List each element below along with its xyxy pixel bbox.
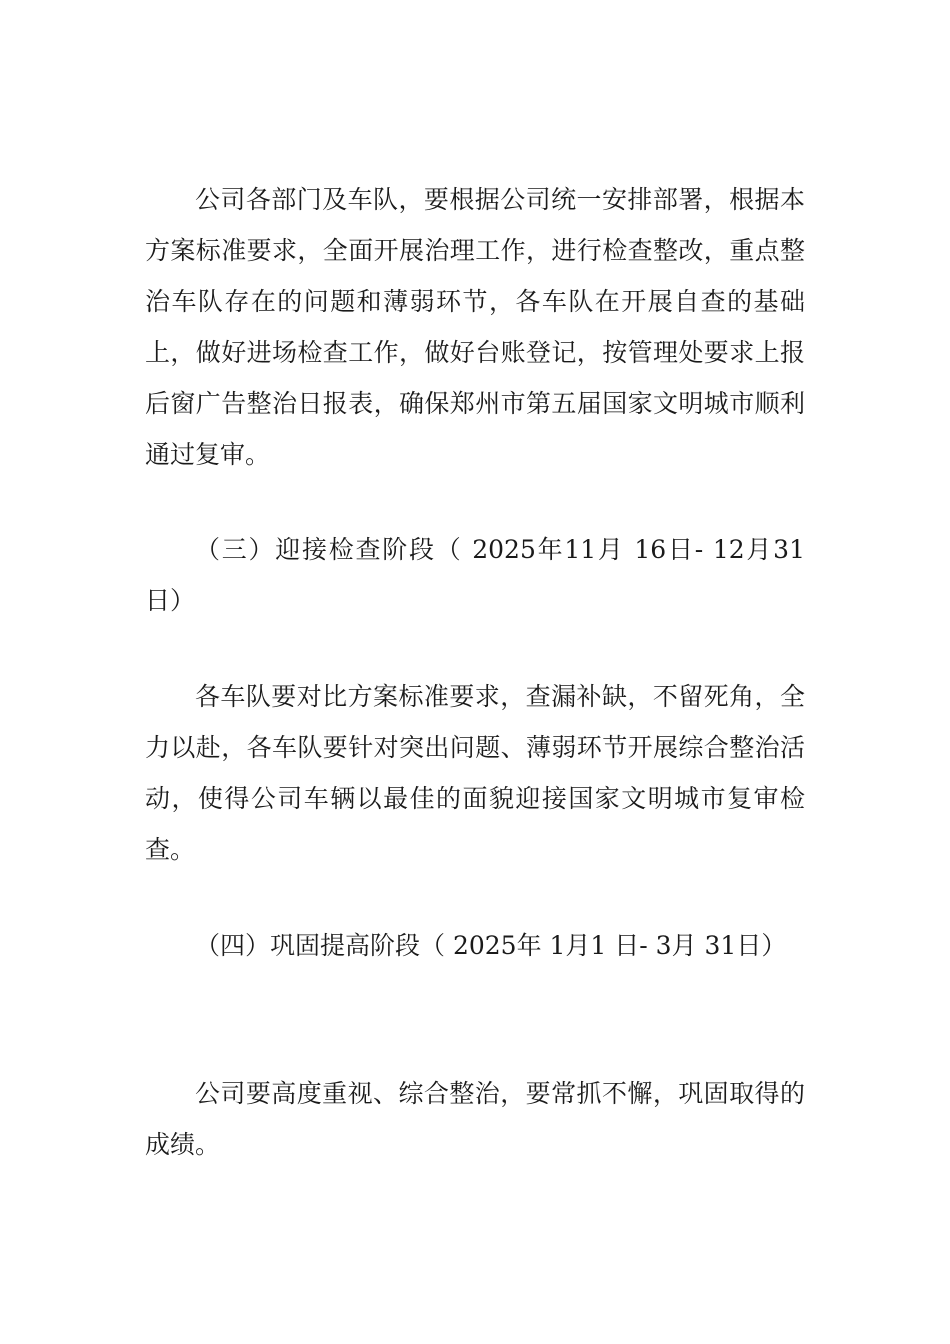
body-paragraph-rectification: 公司各部门及车队，要根据公司统一安排部署，根据本方案标准要求，全面开展治理工作，进行检查整改，重点整治车队存在的问题和薄弱环节，各车队在开展自查的基础上，做好进场检查工作，做好台账登记，按管理处要求上报后窗广告整治日报表，确保郑州市第五届国家文明城市顺利通过复审。 [145, 185, 805, 469]
section-heading-consolidation-stage: （四）巩固提高阶段（ 2025年 1月1 日- 3月 31日） [195, 931, 787, 960]
body-paragraph-inspection: 各车队要对比方案标准要求，查漏补缺，不留死角，全力以赴，各车队要针对突出问题、薄弱环节开展综合整治活动，使得公司车辆以最佳的面貌迎接国家文明城市复审检查。 [145, 682, 805, 864]
section-heading-inspection-stage: （三）迎接检查阶段（ 2025年11月 16日- 12月31日） [145, 535, 805, 615]
body-paragraph-consolidation: 公司要高度重视、综合整治，要常抓不懈，巩固取得的成绩。 [145, 1079, 805, 1159]
